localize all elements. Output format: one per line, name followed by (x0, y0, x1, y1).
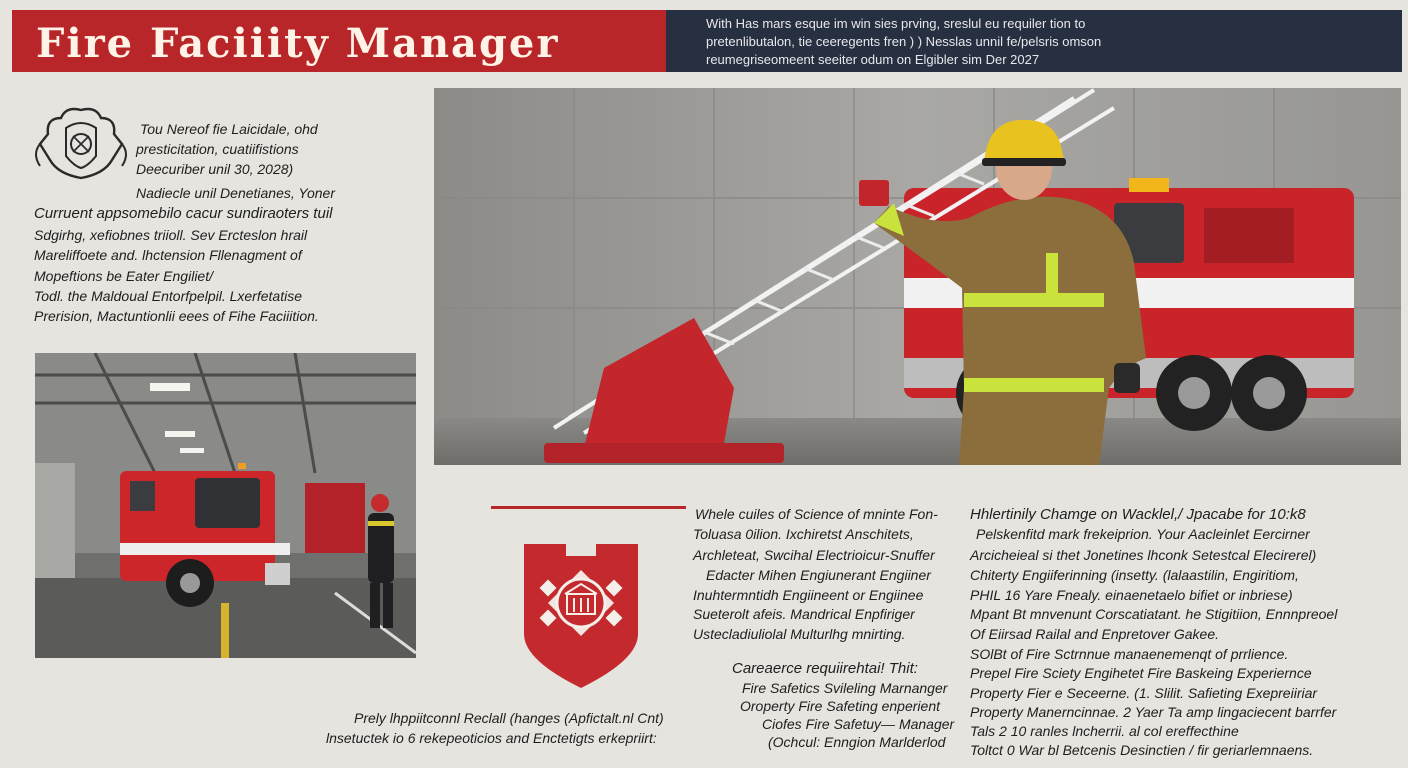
experience-line: Pelskenfitd mark frekeiprion. Your Aacleinlet Eercirner (976, 526, 1310, 542)
career-line: Ciofes Fire Safetuy— Manager (762, 716, 955, 732)
fire-station-photo (35, 353, 416, 658)
experience-line: SOlBt of Fire Sctrnnue manaenemenqt of prrlience. (970, 646, 1289, 662)
education-line: Whele cuiles of Science of mninte Fon- (695, 506, 938, 522)
requirement-line: Sdgirhg, xefiobnes triioll. Sev Ercteslon hrail (34, 227, 308, 243)
experience-line: Arcicheieal si thet Jonetines lhconk Setestcal Elecirerel) (970, 547, 1317, 563)
page-title: Fire Faciiity Manager (36, 20, 560, 67)
requirement-line: Prerision, Mactuntionlii eees of Fihe Faciiition. (34, 308, 319, 324)
experience-line: Property Fier e Seceerne. (1. Slilit. Safieting Exepreiiriar (970, 685, 1318, 701)
footer-line: lnsetuctek io 6 rekepeoticios and Enctetigts erkepriirt: (326, 730, 657, 746)
career-line: Fire Safetics Svileling Marnanger (742, 680, 948, 696)
experience-line: PHIL 16 Yare Fnealy. einaenetaelo bifiet or inbriese) (970, 587, 1293, 603)
experience-line: Mpant Bt mnvenunt Corscatiatant. he Stigitiion, Ennnpreoel (970, 606, 1338, 622)
intro-line: Deecuriber unil 30, 2028) (136, 161, 294, 177)
experience-line: Toltct 0 War bl Betcenis Desinctien / fir geriarlemnaens. (970, 742, 1314, 758)
header-info-line: With Has mars esque im win sies prving, sreslul eu requiler tion to (706, 16, 1086, 31)
header-title-bar (12, 10, 666, 72)
header-info-bar (666, 10, 1402, 72)
experience-line: Prepel Fire Sciety Engihetet Fire Baskeing Experiernce (970, 665, 1312, 681)
requirement-line: Mareliffoete and. lhctension Fllenagment of (34, 247, 302, 263)
intro-line: Tou Nereof fie Laicidale, ohd (140, 121, 318, 137)
header-info-line: pretenlibutalon, tie ceeregents fren ) ) Nesslas unnil fe/pelsris omson (706, 34, 1102, 49)
education-line: Toluasa 0ilion. Ixchiretst Anschitets, (693, 526, 914, 542)
education-line: Archleteat, Swcihal Electrioicur-Snuffer (693, 547, 935, 563)
helmet-badge-icon (26, 104, 136, 184)
career-heading: Careaerce requiirehtai! Thit: (732, 660, 918, 677)
header-info-line: reumegriseomeent seeiter odum on Elgibler sim Der 2027 (706, 52, 1040, 67)
career-line: (Ochcul: Enngion Marlderlod (768, 734, 946, 750)
experience-line: Tals 2 10 ranles lncherrii. al col ereffecthine (970, 723, 1239, 739)
intro-line: presticitation, cuatiifistions (136, 141, 299, 157)
intro-line: Nadiecle unil Denetianes, Yoner (136, 185, 335, 201)
requirement-line: Curruent appsomebilo cacur sundiraoters tuil (34, 205, 333, 222)
section-divider (491, 506, 686, 509)
fire-department-badge-icon (522, 542, 640, 690)
experience-line: Of Eiirsad Railal and Enpretover Gakee. (970, 626, 1220, 642)
education-line: Inuhtermntidh Engiineent or Engiinee (693, 587, 924, 603)
education-line: Edacter Mihen Engiunerant Engiiner (706, 567, 931, 583)
experience-line: Hhlertinily Chamge on Wacklel,/ Jpacabe for 10:k8 (970, 506, 1306, 523)
footer-line: Prely lhppiitconnl Reclall (hanges (Apfictalt.nl Cnt) (354, 710, 664, 726)
requirement-line: Mopeftions be Eater Engiliet/ (34, 268, 213, 284)
education-line: Sueterolt afeis. Mandrical Enpfiriger (693, 606, 915, 622)
education-line: Ustecladiuliolal Multurlhg mnirting. (693, 626, 906, 642)
hero-firefighter-photo (434, 88, 1401, 465)
experience-line: Property Manerncinnae. 2 Yaer Ta amp lingaciecent barrfer (970, 704, 1337, 720)
career-line: Oroperty Fire Safeting enperient (740, 698, 940, 714)
experience-line: Chiterty Engiiferinning (insetty. (lalaastilin, Engiritiom, (970, 567, 1299, 583)
requirement-line: Todl. the Maldoual Entorfpelpil. Lxerfetatise (34, 288, 302, 304)
